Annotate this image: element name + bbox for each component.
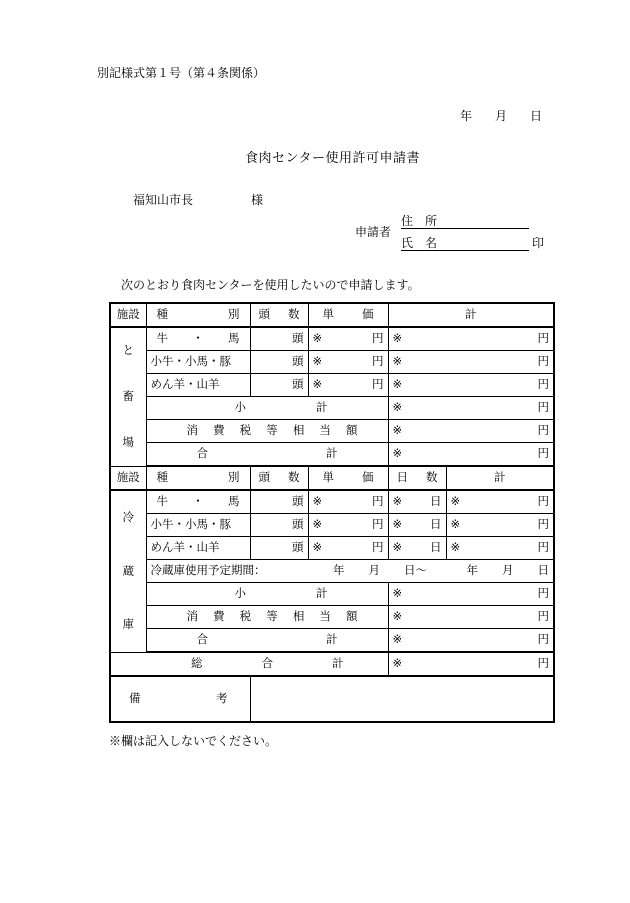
- sec1-total-label: 合 計: [146, 443, 388, 467]
- sec1-total-value: ※ 円: [388, 443, 554, 467]
- sec1-kind-calf-foal-pig: 小牛・小馬・豚: [146, 351, 250, 374]
- sec2-heads-calf-foal-pig[interactable]: 頭: [250, 514, 308, 537]
- sec1-header-facility: 施設: [110, 303, 146, 327]
- footnote: ※欄は記入しないでください。: [109, 734, 278, 748]
- sec2-row-subtotal: [110, 583, 554, 606]
- sec2-header-facility: 施設: [110, 466, 146, 490]
- sec2-storage-period[interactable]: 冷蔵庫使用予定期間： 年 月 日〜 年 月 日: [146, 560, 554, 583]
- sec2-row-sheep-goat: [110, 537, 554, 560]
- sec1-price-cattle-horse: ※ 円: [308, 327, 388, 351]
- applicant-name-label: 氏 名: [401, 236, 438, 250]
- date-day: 日: [530, 109, 543, 123]
- applicant-address-line[interactable]: [401, 228, 529, 229]
- grand-total-value: ※ 円: [388, 652, 554, 676]
- addressee-name: 福知山市長: [133, 193, 194, 207]
- sec1-subtotal-value: ※ 円: [388, 397, 554, 420]
- applicant-name-line[interactable]: [401, 250, 529, 251]
- sec2-heads-cattle-horse[interactable]: 頭: [250, 490, 308, 514]
- sec2-days-sheep-goat: ※ 日: [388, 537, 446, 560]
- sec1-row-subtotal: [110, 397, 554, 420]
- remarks-row: [110, 676, 554, 722]
- sec2-subtotal-label: 小 計: [146, 583, 388, 606]
- date-month: 月: [495, 109, 508, 123]
- sec2-row-period: [110, 560, 554, 583]
- application-table: [109, 302, 555, 723]
- sec2-tax-label: 消 費 税 等 相 当 額: [146, 606, 388, 629]
- sec2-heads-sheep-goat[interactable]: 頭: [250, 537, 308, 560]
- sec2-days-calf-foal-pig: ※ 日: [388, 514, 446, 537]
- sec2-days-cattle-horse: ※ 日: [388, 490, 446, 514]
- sec1-row-cattle-horse: [110, 327, 554, 351]
- sec1-tax-label: 消 費 税 等 相 当 額: [146, 420, 388, 443]
- sec1-header-row: [110, 303, 554, 327]
- sec2-price-calf-foal-pig: ※ 円: [308, 514, 388, 537]
- sec2-header-days: 日 数: [388, 466, 446, 490]
- form-reference: 別記様式第１号（第４条関係）: [97, 66, 266, 80]
- sec2-header-price: 単 価: [308, 466, 388, 490]
- grand-total-row: [110, 652, 554, 676]
- sec2-tax-value: ※ 円: [388, 606, 554, 629]
- applicant-seal: 印: [532, 236, 545, 250]
- sec2-price-sheep-goat: ※ 円: [308, 537, 388, 560]
- sec2-kind-calf-foal-pig: 小牛・小馬・豚: [146, 514, 250, 537]
- sec2-row-total: [110, 629, 554, 653]
- sec1-header-price: 単 価: [308, 303, 388, 327]
- sec1-header-heads: 頭 数: [250, 303, 308, 327]
- sec1-header-total: 計: [388, 303, 554, 327]
- sec2-header-kind: 種 別: [146, 466, 250, 490]
- sec1-price-calf-foal-pig: ※ 円: [308, 351, 388, 374]
- sec2-header-total: 計: [446, 466, 554, 490]
- sec2-row-cattle-horse: [110, 490, 554, 514]
- sec2-total-value: ※ 円: [388, 629, 554, 653]
- sec2-total-label: 合 計: [146, 629, 388, 653]
- sec1-row-tax: [110, 420, 554, 443]
- sec2-kind-cattle-horse: 牛 ・ 馬: [146, 490, 250, 514]
- date-year: 年: [460, 109, 473, 123]
- sec2-header-heads: 頭 数: [250, 466, 308, 490]
- sec1-heads-cattle-horse[interactable]: 頭: [250, 327, 308, 351]
- sec2-total-cattle-horse: ※ 円: [446, 490, 554, 514]
- sec1-heads-sheep-goat[interactable]: 頭: [250, 374, 308, 397]
- sec1-total-cattle-horse: ※ 円: [388, 327, 554, 351]
- sec1-row-total: [110, 443, 554, 467]
- sec1-tax-value: ※ 円: [388, 420, 554, 443]
- remarks-label: 備 考: [110, 676, 250, 722]
- sec2-kind-sheep-goat: めん羊・山羊: [146, 537, 250, 560]
- sec2-row-calf-foal-pig: [110, 514, 554, 537]
- sec1-total-sheep-goat: ※ 円: [388, 374, 554, 397]
- sec1-row-sheep-goat: [110, 374, 554, 397]
- sec1-kind-sheep-goat: めん羊・山羊: [146, 374, 250, 397]
- sec1-header-kind: 種 別: [146, 303, 250, 327]
- grand-total-label: 総 合 計: [110, 652, 388, 676]
- sec2-facility-cold-storage: 冷 蔵 庫: [110, 490, 146, 652]
- remarks-field[interactable]: [250, 676, 554, 722]
- addressee-honorific: 様: [251, 193, 264, 207]
- sec2-total-calf-foal-pig: ※ 円: [446, 514, 554, 537]
- applicant-label: 申請者: [355, 225, 392, 239]
- sec1-total-calf-foal-pig: ※ 円: [388, 351, 554, 374]
- sec1-row-calf-foal-pig: [110, 351, 554, 374]
- document-title: 食肉センター使用許可申請書: [245, 151, 420, 166]
- sec2-total-sheep-goat: ※ 円: [446, 537, 554, 560]
- sec1-kind-cattle-horse: 牛 ・ 馬: [146, 327, 250, 351]
- sec2-row-tax: [110, 606, 554, 629]
- intro-text: 次のとおり食肉センターを使用したいので申請します。: [121, 278, 420, 292]
- sec2-header-row: [110, 466, 554, 490]
- sec2-subtotal-value: ※ 円: [388, 583, 554, 606]
- sec1-heads-calf-foal-pig[interactable]: 頭: [250, 351, 308, 374]
- sec1-facility-slaughterhouse: と 畜 場: [110, 327, 146, 466]
- applicant-address-label: 住 所: [401, 214, 438, 228]
- sec1-subtotal-label: 小 計: [146, 397, 388, 420]
- sec2-price-cattle-horse: ※ 円: [308, 490, 388, 514]
- sec1-price-sheep-goat: ※ 円: [308, 374, 388, 397]
